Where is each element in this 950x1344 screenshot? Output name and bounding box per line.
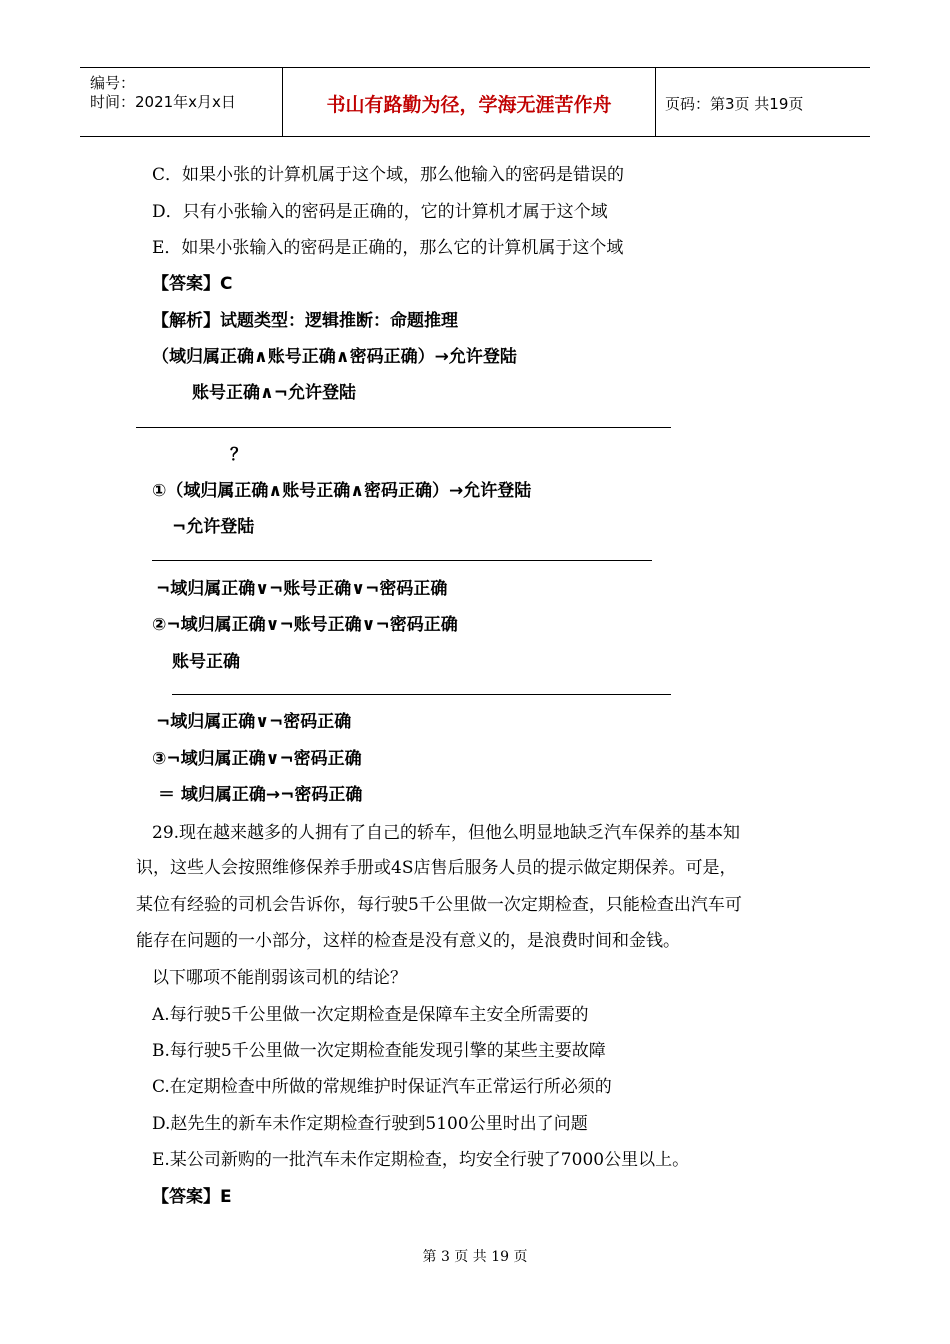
- step-3: ③¬域归属正确∨¬密码正确: [152, 749, 362, 769]
- page-header: [80, 67, 870, 137]
- answer-heading: 【答案】C: [152, 274, 233, 294]
- premise-2: 账号正确∧¬允许登陆: [192, 383, 357, 403]
- q29-option-d: D.赵先生的新车未作定期检查行驶到5100公里时出了问题: [152, 1114, 588, 1134]
- analysis-heading: 【解析】试题类型：逻辑推断：命题推理: [152, 311, 458, 331]
- step-2-premise-2: 账号正确: [172, 652, 240, 672]
- step-2-result: ¬域归属正确∨¬密码正确: [156, 712, 352, 732]
- q29-option-a: A.每行驶5千公里做一次定期检查是保障车主安全所需要的: [152, 1005, 589, 1025]
- answer-heading-2: 【答案】E: [152, 1187, 232, 1207]
- premise-1: （域归属正确∧账号正确∧密码正确）→允许登陆: [152, 347, 517, 367]
- step-1-premise: ①（域归属正确∧账号正确∧密码正确）→允许登陆: [152, 481, 532, 501]
- inference-rule-3: [172, 694, 671, 695]
- q29-line-1: 29.现在越来越多的人拥有了自己的轿车，但他么明显地缺乏汽车保养的基本知: [152, 823, 741, 843]
- doc-date-label: 时间：2021年x月x日: [90, 93, 236, 111]
- step-3-equivalence: ＝ 域归属正确→¬密码正确: [158, 785, 363, 805]
- doc-number-label: 编号：: [90, 74, 136, 92]
- q29-option-c: C.在定期检查中所做的常规维护时保证汽车正常运行所必须的: [152, 1077, 612, 1097]
- q29-question: 以下哪项不能削弱该司机的结论？: [152, 968, 407, 988]
- q29-option-b: B.每行驶5千公里做一次定期检查能发现引擎的某些主要故障: [152, 1041, 606, 1061]
- inference-rule-2: [152, 560, 652, 561]
- step-1-result: ¬域归属正确∨¬账号正确∨¬密码正确: [156, 579, 448, 599]
- page-code: 页码：第3页 共19页: [665, 95, 804, 113]
- page-footer: 第 3 页 共 19 页: [422, 1249, 528, 1265]
- question-mark: ？: [230, 445, 247, 465]
- header-page-cell: [655, 68, 870, 136]
- option-d: D．只有小张输入的密码是正确的，它的计算机才属于这个域: [152, 202, 608, 222]
- header-info-cell: [80, 68, 282, 136]
- step-1-premise-2: ¬允许登陆: [172, 517, 255, 537]
- q29-line-3: 某位有经验的司机会告诉你，每行驶5千公里做一次定期检查，只能检查出汽车可: [136, 895, 742, 915]
- option-e: E．如果小张输入的密码是正确的，那么它的计算机属于这个域: [152, 238, 624, 258]
- option-c: C．如果小张的计算机属于这个域，那么他输入的密码是错误的: [152, 165, 625, 185]
- header-motto-cell: [282, 68, 656, 136]
- q29-line-2: 识，这些人会按照维修保养手册或4S店售后服务人员的提示做定期保养。可是，: [136, 858, 737, 878]
- step-2-premise: ②¬域归属正确∨¬账号正确∨¬密码正确: [152, 615, 458, 635]
- q29-line-4: 能存在问题的一小部分，这样的检查是没有意义的，是浪费时间和金钱。: [136, 931, 680, 951]
- motto-text: 书山有路勤为径，学海无涯苦作舟: [326, 94, 612, 116]
- q29-option-e: E.某公司新购的一批汽车未作定期检查，均安全行驶了7000公里以上。: [152, 1150, 690, 1170]
- inference-rule-1: [136, 427, 671, 428]
